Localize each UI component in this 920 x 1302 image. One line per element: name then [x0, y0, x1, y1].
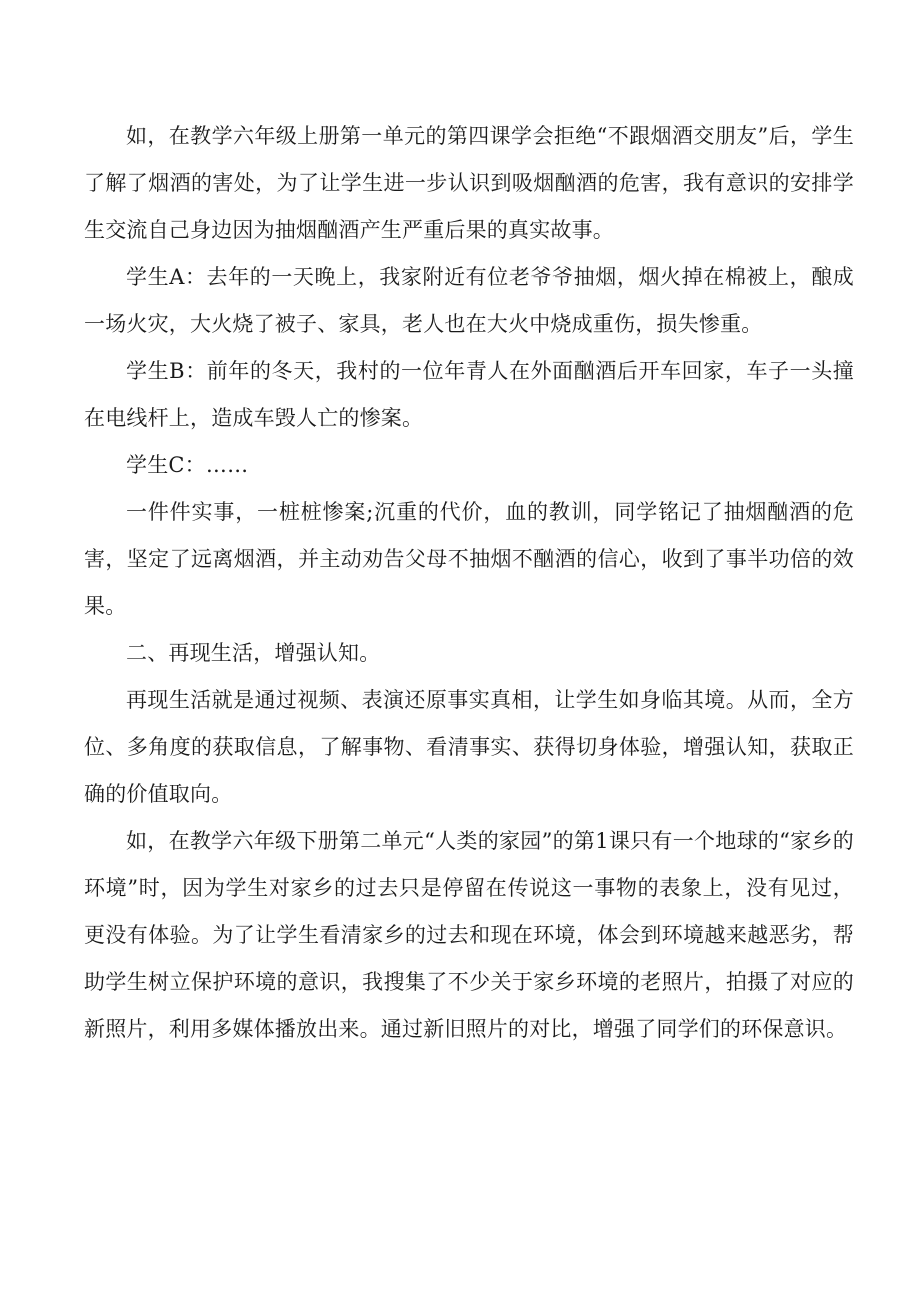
document-body: [84, 113, 854, 1053]
paragraph: 学生A：去年的一天晚上，我家附近有位老爷爷抽烟，烟火掉在棉被上，酿成一场火灾，大火烧了被子、家具，老人也在大火中烧成重伤，损失惨重。: [84, 265, 854, 336]
paragraph: 学生C：……: [126, 453, 249, 477]
paragraph: 再现生活就是通过视频、表演还原事实真相，让学生如身临其境。从而，全方位、多角度的获取信息，了解事物、看清事实、获得切身体验，增强认知，获取正确的价值取向。: [84, 688, 854, 806]
paragraph: 一件件实事，一桩桩惨案;沉重的代价，血的教训，同学铭记了抽烟酗酒的危害，坚定了远离烟酒，并主动劝告父母不抽烟不酗酒的信心，收到了事半功倍的效果。: [84, 500, 854, 618]
paragraph: 学生B：前年的冬天，我村的一位年青人在外面酗酒后开车回家，车子一头撞在电线杆上，造成车毁人亡的惨案。: [84, 359, 854, 430]
paragraph: 如，在教学六年级下册第二单元“人类的家园”的第1课只有一个地球的“家乡的环境”时，因为学生对家乡的过去只是停留在传说这一事物的表象上，没有见过，更没有体验。为了让学生看清家乡的过去和现在环境，体会到环境越来越恶劣，帮助学生树立保护环境的意识，我搜集了不少关于家乡环境的老照片，拍摄了对应的新照片，利用多媒体播放出来。通过新旧照片的对比，增强了同学们的环保意识。: [84, 829, 854, 1041]
paragraph: 如，在教学六年级上册第一单元的第四课学会拒绝“不跟烟酒交朋友”后，学生了解了烟酒的害处，为了让学生进一步认识到吸烟酗酒的危害，我有意识的安排学生交流自己身边因为抽烟酗酒产生严重后果的真实故事。: [84, 124, 854, 242]
section-heading: 二、再现生活，增强认知。: [126, 641, 381, 665]
